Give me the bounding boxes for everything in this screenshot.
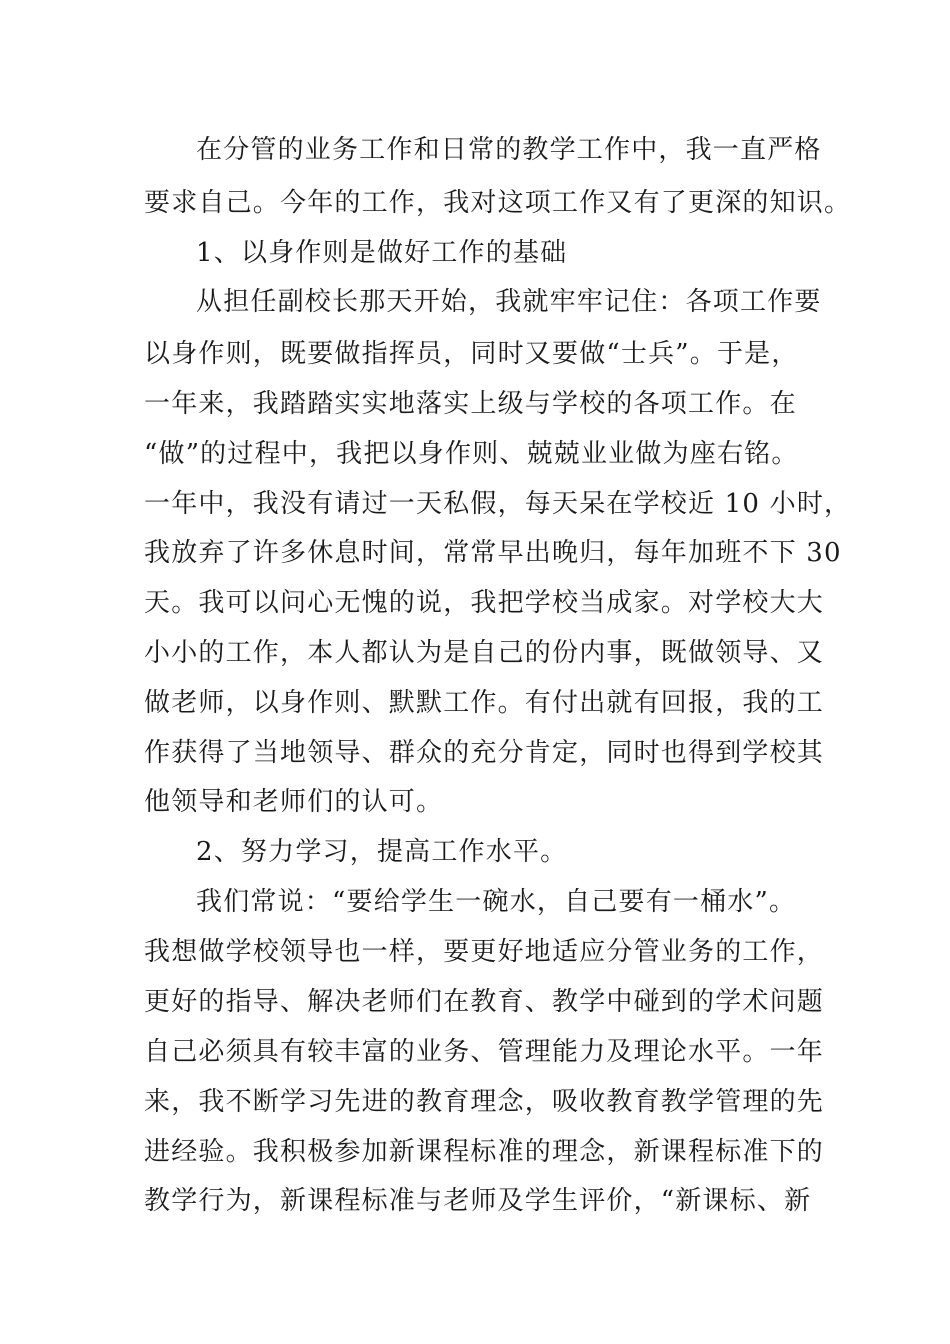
paragraph-3-line-3: 更好的指导、解决老师们在教育、教学中碰到的学术问题 bbox=[144, 987, 825, 1017]
paragraph-2-line-3: 一年来，我踏踏实实地落实上级与学校的各项工作。在 bbox=[144, 389, 797, 419]
paragraph-3-line-5: 来，我不断学习先进的教育理念，吸收教育教学管理的先 bbox=[144, 1087, 825, 1117]
paragraph-2-line-7: 天。我可以问心无愧的说，我把学校当成家。对学校大大 bbox=[144, 588, 825, 618]
paragraph-2-line-9: 做老师，以身作则、默默工作。有付出就有回报，我的工 bbox=[144, 688, 825, 718]
paragraph-1-line-2: 要求自己。今年的工作，我对这项工作又有了更深的知识。 bbox=[144, 188, 852, 218]
paragraph-2-line-10: 作获得了当地领导、群众的充分肯定，同时也得到学校其 bbox=[144, 738, 825, 768]
paragraph-2-line-6: 我放弃了许多休息时间，常常早出晚归，每年加班不下 30 bbox=[144, 538, 842, 568]
paragraph-2-line-5: 一年中，我没有请过一天私假，每天呆在学校近 10 小时， bbox=[144, 489, 852, 519]
paragraph-2-line-8: 小小的工作，本人都认为是自己的份内事，既做领导、又 bbox=[144, 638, 825, 668]
paragraph-3-line-1: 我们常说：“要给学生一碗水，自己要有一桶水”。 bbox=[196, 887, 797, 917]
paragraph-2-line-11: 他领导和老师们的认可。 bbox=[144, 787, 444, 817]
section-heading-1: 1、以身作则是做好工作的基础 bbox=[196, 238, 568, 268]
paragraph-3-line-4: 自己必须具有较丰富的业务、管理能力及理论水平。一年 bbox=[144, 1037, 825, 1067]
paragraph-2-line-1: 从担任副校长那天开始，我就牢牢记住：各项工作要 bbox=[196, 287, 822, 317]
paragraph-2-line-2: 以身作则，既要做指挥员，同时又要做“士兵”。于是， bbox=[144, 339, 799, 369]
paragraph-1-line-1: 在分管的业务工作和日常的教学工作中，我一直严格 bbox=[196, 135, 822, 165]
paragraph-3-line-6: 进经验。我积极参加新课程标准的理念，新课程标准下的 bbox=[144, 1137, 825, 1167]
paragraph-3-line-2: 我想做学校领导也一样，要更好地适应分管业务的工作， bbox=[144, 937, 825, 967]
section-heading-2: 2、努力学习，提高工作水平。 bbox=[196, 837, 568, 867]
paragraph-3-line-7: 教学行为，新课程标准与老师及学生评价，“新课标、新 bbox=[144, 1186, 812, 1216]
paragraph-2-line-4: “做”的过程中，我把以身作则、兢兢业业做为座右铭。 bbox=[144, 439, 799, 469]
